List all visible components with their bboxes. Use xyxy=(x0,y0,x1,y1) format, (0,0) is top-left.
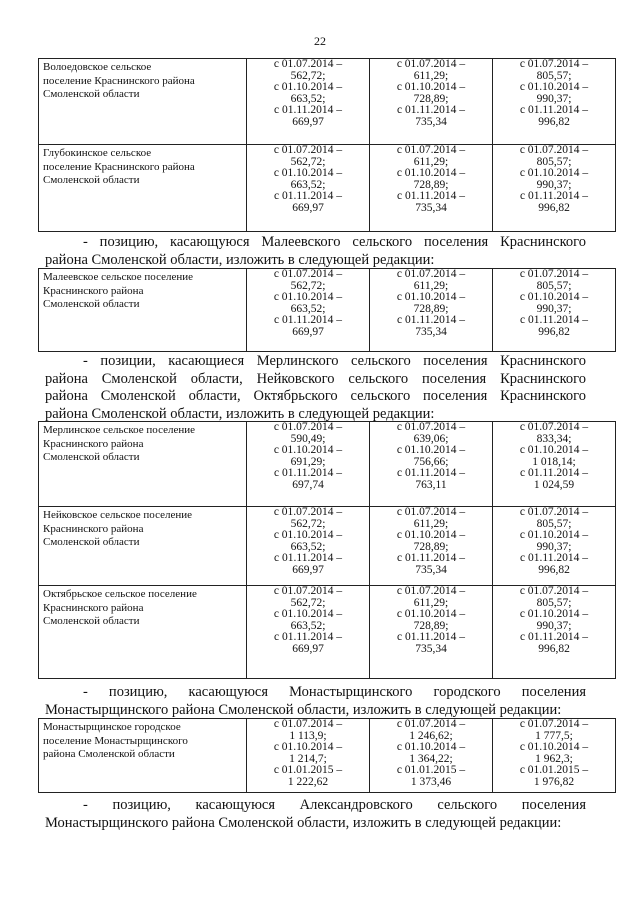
tariff-cell xyxy=(493,586,616,679)
tariff-line: с 01.11.2014 – xyxy=(520,190,588,203)
tariff-line: 562,72; xyxy=(290,155,326,168)
tariff-line: с 01.10.2014 – xyxy=(396,167,466,180)
tariff-line: 697,74 xyxy=(292,478,324,491)
tariff-line: 1 976,82 xyxy=(533,775,575,788)
settlement-name-line: Смоленской области xyxy=(43,536,140,548)
tariff-line: с 01.11.2014 – xyxy=(397,104,465,117)
settlement-name-line: Смоленской области xyxy=(43,298,140,310)
tariff-cell xyxy=(247,145,370,232)
tariff-line: 669,97 xyxy=(292,642,324,655)
tariff-table xyxy=(38,718,616,793)
tariff-line: с 01.11.2014 – xyxy=(520,104,588,117)
tariff-line: с 01.07.2014 – xyxy=(396,144,466,156)
tariff-cell xyxy=(247,586,370,679)
tariff-line: 756,66; xyxy=(413,455,449,468)
tariff-line: с 01.10.2014 – xyxy=(396,608,466,621)
instruction-paragraph xyxy=(45,353,586,423)
tariff-line: с 01.10.2014 – xyxy=(519,444,589,457)
tariff-line: с 01.01.2015 – xyxy=(519,764,589,777)
tariff-line: 691,29; xyxy=(290,455,326,468)
tariff-line: 663,52; xyxy=(290,540,326,553)
tariff-line: 728,89; xyxy=(413,540,449,553)
settlement-name-cell xyxy=(39,145,247,232)
tariff-line: с 01.10.2014 – xyxy=(273,608,343,621)
tariff-line: с 01.07.2014 – xyxy=(519,144,589,156)
tariff-line: с 01.11.2014 – xyxy=(520,314,588,327)
tariff-line: с 01.07.2014 – xyxy=(273,585,343,597)
tariff-line: 562,72; xyxy=(290,596,326,609)
table-row xyxy=(39,422,616,507)
tariff-line: с 01.10.2014 – xyxy=(519,291,589,304)
tariff-cell xyxy=(493,59,616,145)
tariff-line: 728,89; xyxy=(413,92,449,105)
tariff-line: 1 777,5; xyxy=(535,729,573,742)
tariff-line: 990,37; xyxy=(536,619,572,632)
tariff-line: с 01.11.2014 – xyxy=(520,631,588,644)
tariff-line: 805,57; xyxy=(536,596,572,609)
table-row xyxy=(39,719,616,793)
tariff-line: 990,37; xyxy=(536,178,572,191)
tariff-line: 728,89; xyxy=(413,178,449,191)
tariff-line: с 01.10.2014 – xyxy=(273,529,343,542)
tariff-line: с 01.10.2014 – xyxy=(273,741,343,754)
settlement-name-line: Октябрьское сельское поселение xyxy=(43,588,197,600)
tariff-cell xyxy=(493,269,616,352)
tariff-line: 1 962,3; xyxy=(535,752,573,765)
tariff-line: 562,72; xyxy=(290,69,326,82)
settlement-name-line: Волоедовское сельское xyxy=(43,61,152,73)
settlement-name-line: поселение Монастырщинского xyxy=(43,734,188,747)
tariff-line: 763,11 xyxy=(415,478,447,491)
tariff-line: 1 113,9; xyxy=(289,729,327,742)
tariff-line: 1 018,14; xyxy=(532,455,576,468)
tariff-cell xyxy=(370,269,493,352)
settlement-name-line: Монастырщинское городское xyxy=(43,721,181,733)
tariff-line: с 01.07.2014 – xyxy=(273,268,343,280)
table-row xyxy=(39,586,616,679)
tariff-line: с 01.10.2014 – xyxy=(273,81,343,94)
settlement-name-line: поселение Краснинского района xyxy=(43,74,195,87)
tariff-cell xyxy=(493,719,616,793)
tariff-cell xyxy=(370,586,493,679)
tariff-table xyxy=(38,58,616,232)
tariff-line: с 01.10.2014 – xyxy=(396,444,466,457)
table-row xyxy=(39,269,616,352)
tariff-cell xyxy=(370,59,493,145)
tariff-line: 735,34 xyxy=(415,563,447,576)
tariff-cell xyxy=(493,422,616,507)
tariff-line: 1 373,46 xyxy=(410,775,452,788)
tariff-line: 990,37; xyxy=(536,92,572,105)
tariff-line: 728,89; xyxy=(413,302,449,315)
table-row xyxy=(39,59,616,145)
paragraph-line: района Смоленской области, Октябрьского сельского поселения Краснинского xyxy=(45,388,586,404)
settlement-name-line: Краснинского района xyxy=(43,284,144,297)
tariff-line: 1 246,62; xyxy=(409,729,453,742)
settlement-name-cell xyxy=(39,422,247,507)
settlement-name-line: Смоленской области xyxy=(43,174,140,186)
settlement-name-line: Малеевское сельское поселение xyxy=(43,271,194,283)
settlement-name-line: Нейковское сельское поселение xyxy=(43,509,192,521)
settlement-name-line: поселение Краснинского района xyxy=(43,160,195,173)
instruction-paragraph xyxy=(45,797,586,832)
paragraph-line: - позицию, касающуюся Монастырщинского городского поселения xyxy=(83,684,586,700)
tariff-line: 611,29; xyxy=(413,596,449,609)
tariff-line: с 01.10.2014 – xyxy=(519,529,589,542)
settlement-name-line: Смоленской области xyxy=(43,451,140,463)
tariff-line: с 01.10.2014 – xyxy=(396,81,466,94)
tariff-cell xyxy=(247,422,370,507)
tariff-line: 562,72; xyxy=(290,517,326,530)
tariff-line: с 01.07.2014 – xyxy=(273,58,343,70)
tariff-line: с 01.07.2014 – xyxy=(273,718,343,730)
instruction-paragraph xyxy=(45,234,586,269)
tariff-line: с 01.01.2015 – xyxy=(273,764,343,777)
tariff-line: 735,34 xyxy=(415,201,447,214)
tariff-line: с 01.01.2015 – xyxy=(396,764,466,777)
tariff-line: 990,37; xyxy=(536,540,572,553)
paragraph-line: Монастырщинского района Смоленской области, изложить в следующей редакции: xyxy=(45,814,562,831)
settlement-name-cell xyxy=(39,507,247,586)
settlement-name-line: района Смоленской области xyxy=(43,748,175,760)
tariff-line: с 01.07.2014 – xyxy=(273,144,343,156)
tariff-line: с 01.11.2014 – xyxy=(397,631,465,644)
tariff-line: 562,72; xyxy=(290,279,326,292)
table-row xyxy=(39,507,616,586)
tariff-cell xyxy=(493,145,616,232)
tariff-line: 639,06; xyxy=(413,432,449,445)
tariff-line: с 01.07.2014 – xyxy=(396,506,466,518)
tariff-line: с 01.10.2014 – xyxy=(396,529,466,542)
tariff-line: 1 214,7; xyxy=(289,752,327,765)
settlement-name-cell xyxy=(39,586,247,679)
settlement-name-line: Краснинского района xyxy=(43,522,144,535)
tariff-cell xyxy=(247,507,370,586)
tariff-line: 663,52; xyxy=(290,302,326,315)
tariff-line: 590,49; xyxy=(290,432,326,445)
settlement-name-cell xyxy=(39,59,247,145)
paragraph-line: района Смоленской области, изложить в следующей редакции: xyxy=(45,405,435,422)
tariff-line: с 01.11.2014 – xyxy=(520,552,588,565)
table-row xyxy=(39,145,616,232)
tariff-line: с 01.07.2014 – xyxy=(519,268,589,280)
tariff-line: с 01.10.2014 – xyxy=(396,741,466,754)
paragraph-line: района Смоленской области, изложить в следующей редакции: xyxy=(45,251,435,268)
tariff-line: 728,89; xyxy=(413,619,449,632)
tariff-line: 669,97 xyxy=(292,201,324,214)
paragraph-line: - позицию, касающуюся Александровского сельского поселения xyxy=(83,797,586,813)
tariff-line: с 01.07.2014 – xyxy=(396,268,466,280)
tariff-line: 1 024,59 xyxy=(533,478,575,491)
settlement-name-line: Смоленской области xyxy=(43,88,140,100)
tariff-line: 805,57; xyxy=(536,279,572,292)
tariff-line: 805,57; xyxy=(536,69,572,82)
tariff-line: с 01.10.2014 – xyxy=(519,81,589,94)
tariff-line: 833,34; xyxy=(536,432,572,445)
tariff-cell xyxy=(247,269,370,352)
tariff-cell xyxy=(247,719,370,793)
tariff-cell xyxy=(370,719,493,793)
tariff-line: с 01.07.2014 – xyxy=(396,58,466,70)
tariff-line: 611,29; xyxy=(413,279,449,292)
tariff-cell xyxy=(370,422,493,507)
tariff-line: с 01.11.2014 – xyxy=(274,631,342,644)
tariff-line: с 01.10.2014 – xyxy=(519,741,589,754)
instruction-paragraph xyxy=(45,684,586,719)
tariff-line: 805,57; xyxy=(536,155,572,168)
tariff-line: с 01.11.2014 – xyxy=(397,552,465,565)
settlement-name-cell xyxy=(39,719,247,793)
tariff-line: с 01.07.2014 – xyxy=(273,506,343,518)
tariff-line: с 01.07.2014 – xyxy=(519,421,589,433)
tariff-line: с 01.10.2014 – xyxy=(519,608,589,621)
page-number: 22 xyxy=(314,34,326,48)
tariff-line: 996,82 xyxy=(538,201,570,214)
tariff-line: 611,29; xyxy=(413,69,449,82)
tariff-line: с 01.07.2014 – xyxy=(396,585,466,597)
settlement-name-line: Краснинского района xyxy=(43,601,144,614)
tariff-cell xyxy=(370,507,493,586)
tariff-line: 805,57; xyxy=(536,517,572,530)
tariff-line: 669,97 xyxy=(292,563,324,576)
tariff-line: с 01.11.2014 – xyxy=(520,467,588,480)
tariff-line: с 01.07.2014 – xyxy=(519,585,589,597)
tariff-line: с 01.10.2014 – xyxy=(273,291,343,304)
settlement-name-line: Глубокинское сельское xyxy=(43,147,152,159)
tariff-line: 611,29; xyxy=(413,517,449,530)
tariff-cell xyxy=(247,59,370,145)
tariff-line: с 01.11.2014 – xyxy=(397,190,465,203)
tariff-line: с 01.10.2014 – xyxy=(519,167,589,180)
tariff-line: 735,34 xyxy=(415,115,447,128)
settlement-name-line: Краснинского района xyxy=(43,437,144,450)
tariff-line: с 01.11.2014 – xyxy=(274,467,342,480)
paragraph-line: Монастырщинского района Смоленской области, изложить в следующей редакции: xyxy=(45,701,562,718)
tariff-line: с 01.07.2014 – xyxy=(519,58,589,70)
tariff-line: 1 364,22; xyxy=(409,752,453,765)
tariff-line: 735,34 xyxy=(415,325,447,338)
paragraph-line: - позицию, касающуюся Малеевского сельского поселения Краснинского xyxy=(83,234,586,250)
paragraph-line: - позиции, касающиеся Мерлинского сельского поселения Краснинского xyxy=(83,353,586,369)
settlement-name-line: Смоленской области xyxy=(43,615,140,627)
settlement-name-line: Мерлинское сельское поселение xyxy=(43,424,195,436)
tariff-line: 996,82 xyxy=(538,563,570,576)
paragraph-line: района Смоленской области, Нейковского сельского поселения Краснинского xyxy=(45,370,586,387)
tariff-line: 735,34 xyxy=(415,642,447,655)
tariff-line: 611,29; xyxy=(413,155,449,168)
tariff-line: 996,82 xyxy=(538,642,570,655)
tariff-line: с 01.07.2014 – xyxy=(396,421,466,433)
tariff-line: с 01.07.2014 – xyxy=(396,718,466,730)
tariff-cell xyxy=(493,507,616,586)
tariff-line: с 01.07.2014 – xyxy=(519,506,589,518)
tariff-line: с 01.11.2014 – xyxy=(274,314,342,327)
tariff-line: с 01.10.2014 – xyxy=(273,444,343,457)
tariff-line: 663,52; xyxy=(290,178,326,191)
settlement-name-cell xyxy=(39,269,247,352)
tariff-line: 990,37; xyxy=(536,302,572,315)
tariff-cell xyxy=(370,145,493,232)
tariff-line: 996,82 xyxy=(538,115,570,128)
tariff-line: с 01.11.2014 – xyxy=(274,552,342,565)
tariff-line: с 01.11.2014 – xyxy=(397,314,465,327)
tariff-line: с 01.07.2014 – xyxy=(273,421,343,433)
tariff-line: 996,82 xyxy=(538,325,570,338)
tariff-line: с 01.11.2014 – xyxy=(397,467,465,480)
tariff-line: с 01.11.2014 – xyxy=(274,190,342,203)
tariff-line: 663,52; xyxy=(290,619,326,632)
tariff-line: с 01.11.2014 – xyxy=(274,104,342,117)
tariff-line: с 01.10.2014 – xyxy=(273,167,343,180)
tariff-line: с 01.10.2014 – xyxy=(396,291,466,304)
tariff-line: 663,52; xyxy=(290,92,326,105)
tariff-line: 669,97 xyxy=(292,325,324,338)
tariff-line: 1 222,62 xyxy=(287,775,329,788)
tariff-line: с 01.07.2014 – xyxy=(519,718,589,730)
tariff-line: 669,97 xyxy=(292,115,324,128)
tariff-table xyxy=(38,268,616,352)
tariff-table xyxy=(38,421,616,679)
